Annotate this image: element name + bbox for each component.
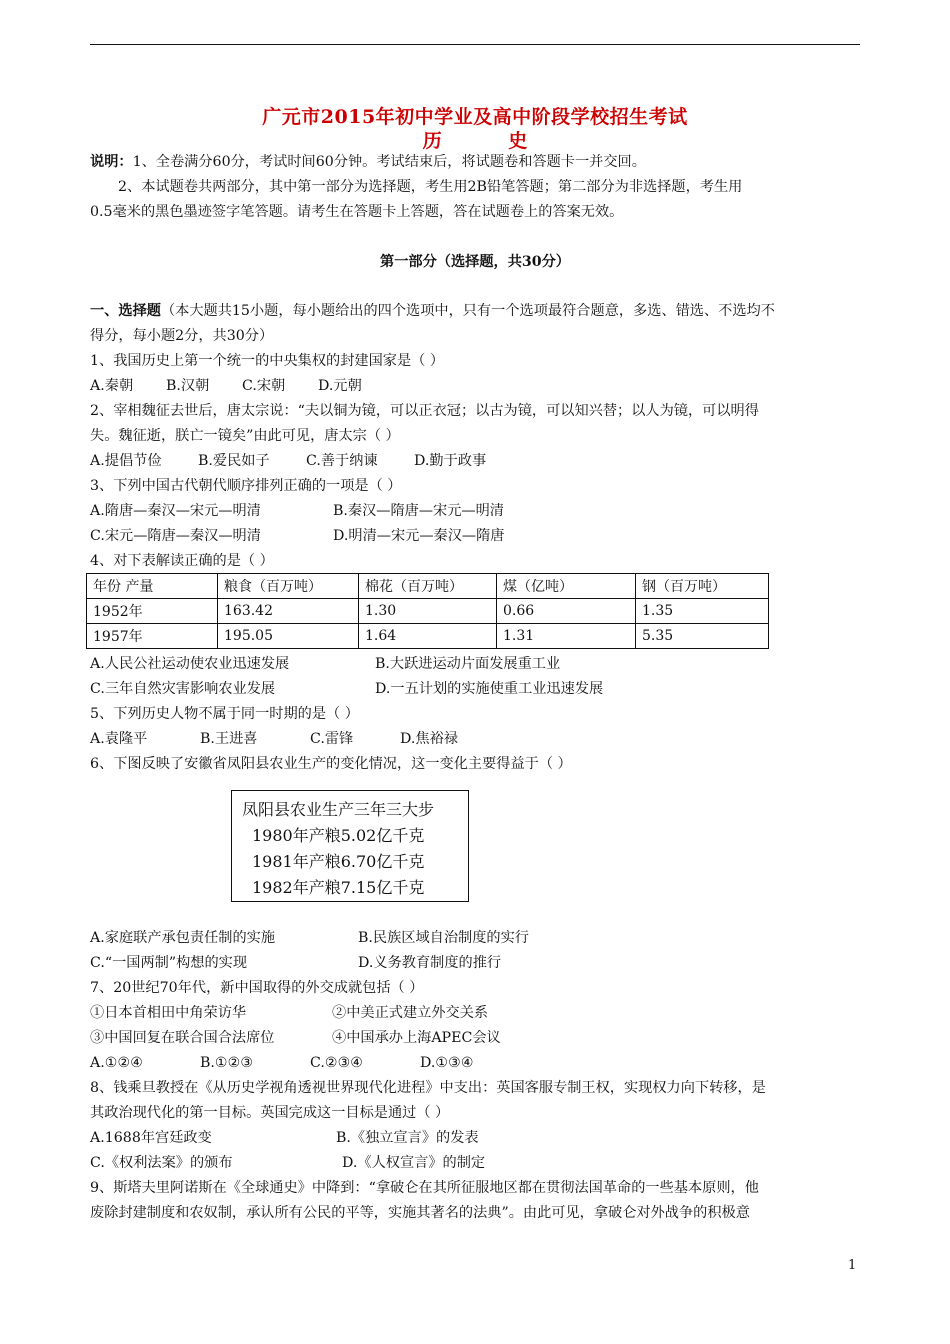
- q8-stem-1: 8、钱乘旦教授在《从历史学视角透视世界现代化进程》中支出：英国客服专制王权，实现权力向下转移，是: [90, 1080, 766, 1096]
- q5-option-a: A.袁隆平: [90, 731, 148, 747]
- table-cell: 1.35: [636, 599, 769, 624]
- q7-items-row2: [90, 1026, 501, 1051]
- table-cell: 1.31: [497, 624, 636, 649]
- q7-option-a: A.①②④: [90, 1055, 143, 1071]
- q6-options-row1: [90, 926, 529, 951]
- q4-data-table: [86, 573, 769, 649]
- q5-option-d: D.焦裕禄: [400, 731, 458, 747]
- q5-option-c: C.雷锋: [310, 731, 354, 747]
- q4-stem: 4、对下表解读正确的是（ ）: [90, 553, 274, 569]
- q6-box-line: 1982年产粮7.15亿千克: [252, 878, 425, 897]
- table-row: [87, 599, 769, 624]
- table-cell: 1952年: [87, 599, 218, 624]
- q5-stem: 5、下列历史人物不属于同一时期的是（ ）: [90, 706, 359, 722]
- table-cell: 5.35: [636, 624, 769, 649]
- q2-stem-2: 失。魏征逝，朕亡一镜矣”由此可见，唐太宗（ ）: [90, 428, 400, 444]
- q8-options-row2: [90, 1151, 485, 1176]
- q8-options-row1: [90, 1126, 479, 1151]
- q1-option-a: A.秦朝: [90, 378, 134, 394]
- q8-option-c: C.《权利法案》的颁布: [90, 1155, 233, 1171]
- instruction-item2-line2: 0.5毫米的黑色墨迹签字笔答题。请考生在答题卡上答题，答在试题卷上的答案无效。: [90, 204, 624, 220]
- q3-options-row2: [90, 524, 504, 549]
- q6-option-d: D.义务教育制度的推行: [358, 955, 502, 971]
- q1-option-d: D.元朝: [318, 378, 362, 394]
- exam-title: 广元市2015年初中学业及高中阶段学校招生考试: [262, 106, 688, 128]
- q3-option-a: A.隋唐—秦汉—宋元—明清: [90, 503, 261, 519]
- q2-stem-1: 2、宰相魏征去世后，唐太宗说：“夫以铜为镜，可以正衣冠；以古为镜，可以知兴替；以人为镜，可以明得: [90, 403, 759, 419]
- table-cell: 163.42: [218, 599, 359, 624]
- table-cell: 1.30: [359, 599, 497, 624]
- q1-option-c: C.宋朝: [242, 378, 286, 394]
- q3-options-row1: [90, 499, 504, 524]
- section-label: 一、选择题: [90, 303, 161, 319]
- q9-stem-2: 废除封建制度和农奴制，承认所有公民的平等，实施其著名的法典”。由此可见，拿破仑对外战争的积极意: [90, 1205, 750, 1221]
- instruction-item2-line1: 2、本试题卷共两部分，其中第一部分为选择题，考生用2B铅笔答题；第二部分为非选择题，考生用: [118, 179, 743, 195]
- table-header-row: [87, 574, 769, 599]
- q4-option-a: A.人民公社运动使农业迅速发展: [90, 656, 290, 672]
- table-row: [87, 624, 769, 649]
- q2-option-a: A.提倡节俭: [90, 453, 162, 469]
- q7-options: [90, 1051, 474, 1076]
- table-cell: 0.66: [497, 599, 636, 624]
- table-cell: 1.64: [359, 624, 497, 649]
- table-cell: 195.05: [218, 624, 359, 649]
- q3-option-d: D.明清—宋元—秦汉—隋唐: [333, 528, 505, 544]
- q6-option-b: B.民族区域自治制度的实行: [358, 930, 529, 946]
- table-header-cell: 年份 产量: [87, 574, 218, 599]
- q2-options: [90, 449, 486, 474]
- q6-option-c: C.“一国两制”构想的实现: [90, 955, 248, 971]
- q4-option-c: C.三年自然灾害影响农业发展: [90, 681, 276, 697]
- table-header-cell: 钢（百万吨）: [636, 574, 769, 599]
- header-rule: [90, 44, 860, 45]
- q8-option-a: A.1688年宫廷政变: [90, 1130, 212, 1146]
- q4-option-b: B.大跃进运动片面发展重工业: [375, 656, 561, 672]
- q4-options-row2: [90, 677, 603, 702]
- q7-option-d: D.①③④: [420, 1055, 474, 1071]
- q4-options-row1: [90, 652, 560, 677]
- q7-items-row1: [90, 1001, 488, 1026]
- section-desc-2: 得分，每小题2分，共30分）: [90, 328, 274, 344]
- q7-item-4: ④中国承办上海APEC会议: [332, 1030, 501, 1046]
- q3-option-c: C.宋元—隋唐—秦汉—明清: [90, 528, 261, 544]
- q3-option-b: B.秦汉—隋唐—宋元—明清: [333, 503, 504, 519]
- q7-option-b: B.①②③: [200, 1055, 254, 1071]
- q5-options: [90, 727, 458, 752]
- table-header-cell: 煤（亿吨）: [497, 574, 636, 599]
- q2-option-d: D.勤于政事: [414, 453, 487, 469]
- part1-heading: 第一部分（选择题，共30分）: [380, 254, 570, 270]
- instruction-item1: 1、全卷满分60分，考试时间60分钟。考试结束后，将试题卷和答题卡一并交回。: [132, 154, 646, 170]
- q5-option-b: B.王进喜: [200, 731, 258, 747]
- section-line1: [90, 299, 775, 324]
- page-number: 1: [848, 1258, 857, 1273]
- section-desc-1: （本大题共15小题，每小题给出的四个选项中，只有一个选项最符合题意，多选、错选、不选均不: [160, 303, 775, 319]
- subject-title: 历 史: [422, 130, 558, 152]
- q2-option-c: C.善于纳谏: [306, 453, 378, 469]
- table-header-cell: 粮食（百万吨）: [218, 574, 359, 599]
- q8-option-d: D.《人权宣言》的制定: [342, 1155, 486, 1171]
- q6-box-title: 凤阳县农业生产三年三大步: [242, 800, 435, 819]
- q8-stem-2: 其政治现代化的第一目标。英国完成这一目标是通过（ ）: [90, 1105, 450, 1121]
- q7-item-3: ③中国回复在联合国合法席位: [90, 1030, 275, 1046]
- q6-box-line: 1981年产粮6.70亿千克: [252, 852, 425, 871]
- table-cell: 1957年: [87, 624, 218, 649]
- q2-option-b: B.爱民如子: [198, 453, 270, 469]
- instructions-label: 说明：: [90, 154, 133, 170]
- q7-option-c: C.②③④: [310, 1055, 364, 1071]
- q6-options-row2: [90, 951, 501, 976]
- q6-stem: 6、下图反映了安徽省凤阳县农业生产的变化情况，这一变化主要得益于（ ）: [90, 756, 572, 772]
- instructions-line1: [90, 150, 646, 175]
- table-header-cell: 棉花（百万吨）: [359, 574, 497, 599]
- q4-option-d: D.一五计划的实施使重工业迅速发展: [375, 681, 604, 697]
- q7-item-2: ②中美正式建立外交关系: [332, 1005, 489, 1021]
- q6-box-line: 1980年产粮5.02亿千克: [252, 826, 425, 845]
- q7-item-1: ①日本首相田中角荣访华: [90, 1005, 247, 1021]
- q1-option-b: B.汉朝: [166, 378, 210, 394]
- q8-option-b: B.《独立宣言》的发表: [336, 1130, 479, 1146]
- q6-figure-box: [231, 790, 469, 902]
- q3-stem: 3、下列中国古代朝代顺序排列正确的一项是（ ）: [90, 478, 402, 494]
- q6-option-a: A.家庭联产承包责任制的实施: [90, 930, 276, 946]
- q7-stem: 7、20世纪70年代，新中国取得的外交成就包括（ ）: [90, 980, 424, 996]
- q1-stem: 1、我国历史上第一个统一的中央集权的封建国家是（ ）: [90, 353, 445, 369]
- q1-options: [90, 374, 362, 399]
- q9-stem-1: 9、斯塔夫里阿诺斯在《全球通史》中降到：“拿破仑在其所征服地区都在贯彻法国革命的一些基本原则，他: [90, 1180, 759, 1196]
